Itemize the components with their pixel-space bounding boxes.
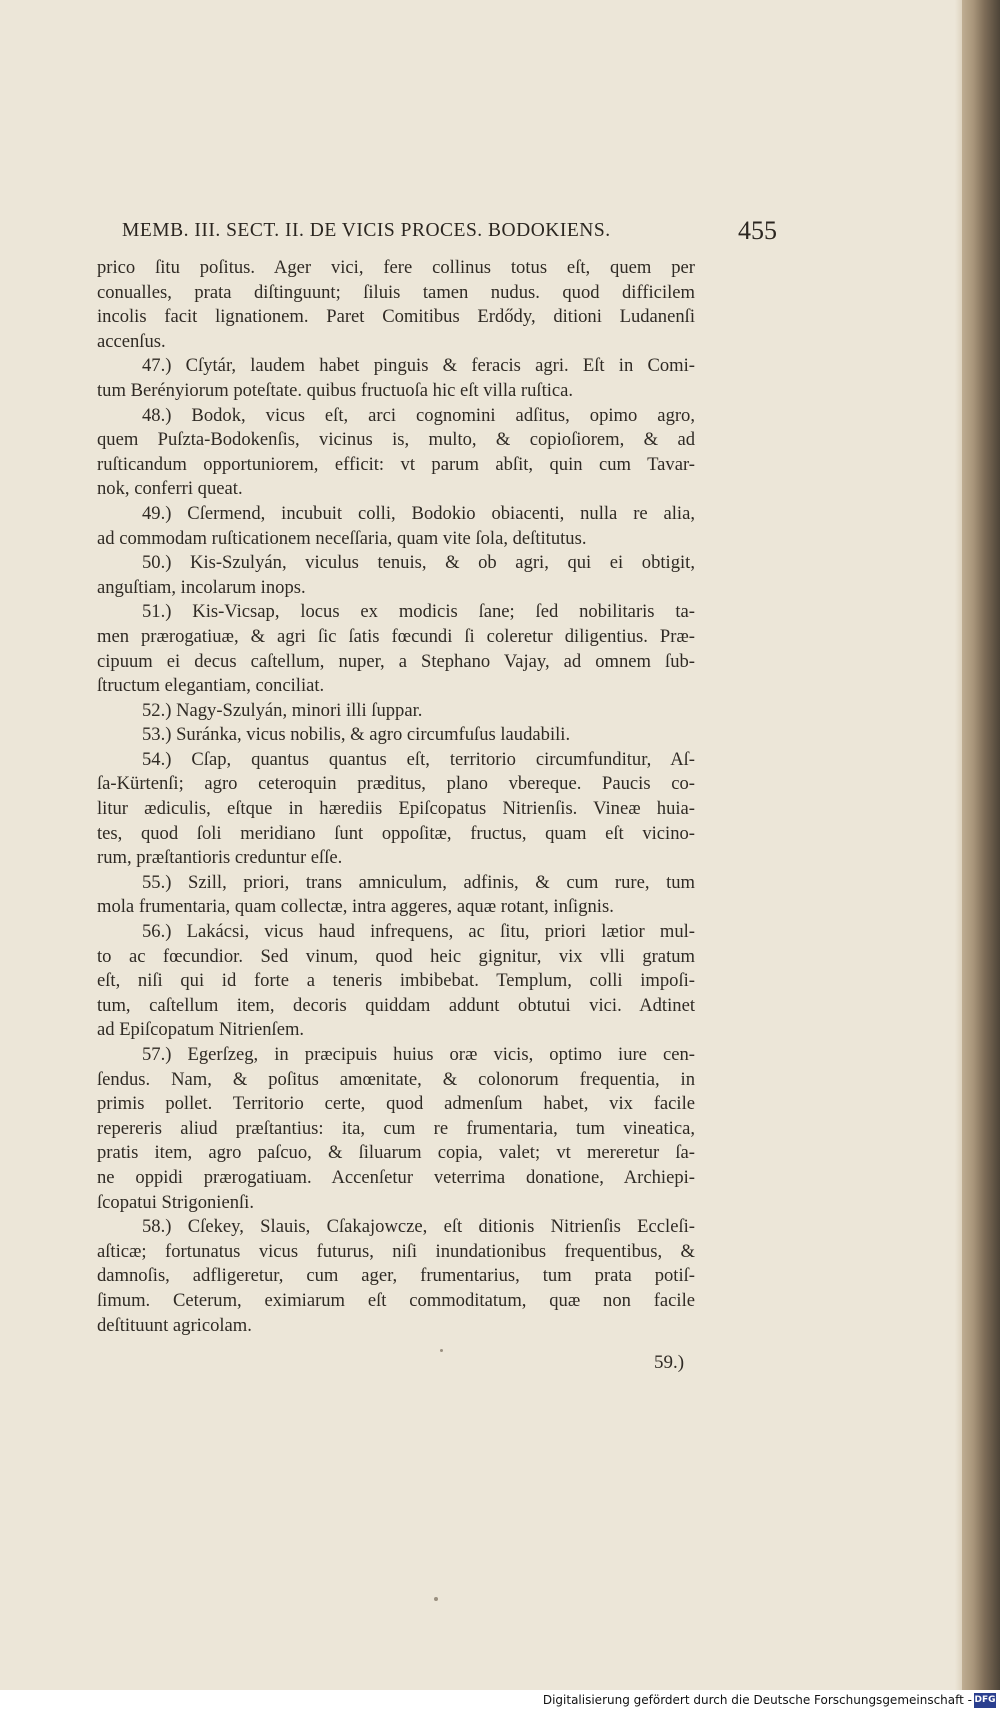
text-line: ne oppidi prærogatiuam. Accenſetur veterrima donatione, Archiepi- (97, 1166, 695, 1188)
text-line: eſt, niſi qui id forte a teneris imbibebat. Templum, colli impoſi- (97, 970, 695, 992)
text-line: accenſus. (97, 330, 166, 352)
text-line: men prærogatiuæ, & agri ſic ſatis fœcundi ſi coleretur diligentius. Præ- (97, 625, 695, 647)
text-line: ſendus. Nam, & poſitus amœnitate, & colonorum frequentia, in (97, 1068, 695, 1090)
text-line: repereris aliud præſtantius: ita, cum re frumentaria, tum vineatica, (97, 1117, 695, 1139)
text-line: 50.) Kis-Szulyán, viculus tenuis, & ob agri, qui ei obtigit, (142, 552, 695, 574)
text-line: ad commodam ruſticationem neceſſaria, quam vite ſola, deſtitutus. (97, 527, 587, 549)
dfg-logo: DFG (974, 1693, 996, 1708)
running-head: MEMB. III. SECT. II. DE VICIS PROCES. BODOKIENS. (122, 220, 611, 241)
text-line: ſa-Kürtenſi; agro ceteroquin præditus, plano vbereque. Paucis co- (97, 773, 695, 795)
paper-spot (440, 1349, 443, 1352)
text-line: deſtituunt agricolam. (97, 1314, 252, 1336)
text-line: 52.) Nagy-Szulyán, minori illi ſuppar. (142, 699, 423, 721)
text-line: tes, quod ſoli meridiano ſunt oppoſitæ, fructus, quam eſt vicino- (97, 822, 695, 844)
text-line: mola frumentaria, quam collectæ, intra aggeres, aquæ rotant, inſignis. (97, 896, 614, 918)
text-line: ſcopatui Strigonienſi. (97, 1191, 254, 1213)
body-text (97, 256, 695, 1338)
page-stack-edge (962, 0, 1000, 1713)
text-line: 56.) Lakácsi, vicus haud infrequens, ac ſitu, priori lætior mul- (142, 921, 695, 943)
text-line: litur ædiculis, eſtque in hærediis Epiſcopatus Nitrienſis. Vineæ huia- (97, 798, 695, 820)
text-line: prico ſitu poſitus. Ager vici, fere collinus totus eſt, quem per (97, 257, 695, 278)
text-line: 47.) Cſytár, laudem habet pinguis & feracis agri. Eſt in Comi- (142, 355, 695, 377)
footer-bar (0, 1690, 1000, 1713)
text-line: 58.) Cſekey, Slauis, Cſakajowcze, eſt ditionis Nitrienſis Eccleſi- (142, 1216, 695, 1238)
text-line: quem Puſzta-Bodokenſis, vicinus is, multo, & copioſiorem, & ad (97, 429, 695, 451)
text-line: 57.) Egerſzeg, in præcipuis huius oræ vicis, optimo iure cen- (142, 1044, 695, 1065)
text-line: ruſticandum opportuniorem, efficit: vt parum abſit, quin cum Tavar- (97, 453, 695, 475)
text-line: rum, præſtantioris creduntur eſſe. (97, 847, 343, 869)
text-line: tum Berényiorum poteſtate. quibus fructuoſa hic eſt villa ruſtica. (97, 379, 574, 401)
text-line: anguſtiam, incolarum inops. (97, 576, 306, 598)
text-line: aſticæ; fortunatus vicus futurus, niſi inundationibus frequentibus, & (97, 1240, 695, 1262)
text-line: cipuum ei decus caſtellum, nuper, a Stephano Vajay, ad omnem ſub- (97, 650, 695, 672)
text-line: 54.) Cſap, quantus quantus eſt, territorio circumfunditur, Aſ- (142, 748, 695, 770)
text-line: pratis item, agro paſcuo, & ſiluarum copia, valet; vt mereretur ſa- (97, 1142, 695, 1164)
paper-spot (434, 1597, 438, 1601)
text-line: conualles, prata diſtinguunt; ſiluis tamen nudus. quod difficilem (97, 281, 695, 303)
text-line: damnoſis, adfligeretur, cum ager, frumentarius, tum prata potiſ- (97, 1265, 695, 1287)
text-line: ſimum. Ceterum, eximiarum eſt commoditatum, quæ non facile (97, 1289, 695, 1311)
text-line: ad Epiſcopatum Nitrienſem. (97, 1019, 305, 1041)
text-line: 48.) Bodok, vicus eſt, arci cognomini adſitus, opimo agro, (142, 404, 695, 426)
text-line: 53.) Suránka, vicus nobilis, & agro circumfuſus laudabili. (142, 724, 571, 746)
text-line: nok, conferri queat. (97, 478, 243, 500)
text-line: tum, caſtellum item, decoris quiddam addunt obtutui vici. Adtinet (97, 994, 695, 1016)
text-line: to ac fœcundior. Sed vinum, quod heic gignitur, vix vlli gratum (97, 945, 695, 967)
text-line: 51.) Kis-Vicsap, locus ex modicis ſane; ſed nobilitaris ta- (142, 601, 695, 623)
text-line: 49.) Cſermend, incubuit colli, Bodokio obiacenti, nulla re alia, (142, 502, 695, 524)
text-line: 55.) Szill, priori, trans amniculum, adfinis, & cum rure, tum (142, 871, 695, 893)
page-number: 455 (738, 216, 777, 245)
text-line: incolis facit lignationem. Paret Comitibus Erdődy, ditioni Ludanenſi (97, 306, 695, 328)
footer-credit: Digitalisierung gefördert durch die Deutsche Forschungsgemeinschaft - (542, 1693, 972, 1707)
catchword: 59.) (654, 1352, 685, 1373)
text-line: ſtructum elegantiam, conciliat. (97, 675, 325, 697)
text-line: primis pollet. Territorio certe, quod admenſum habet, vix facile (97, 1093, 695, 1115)
